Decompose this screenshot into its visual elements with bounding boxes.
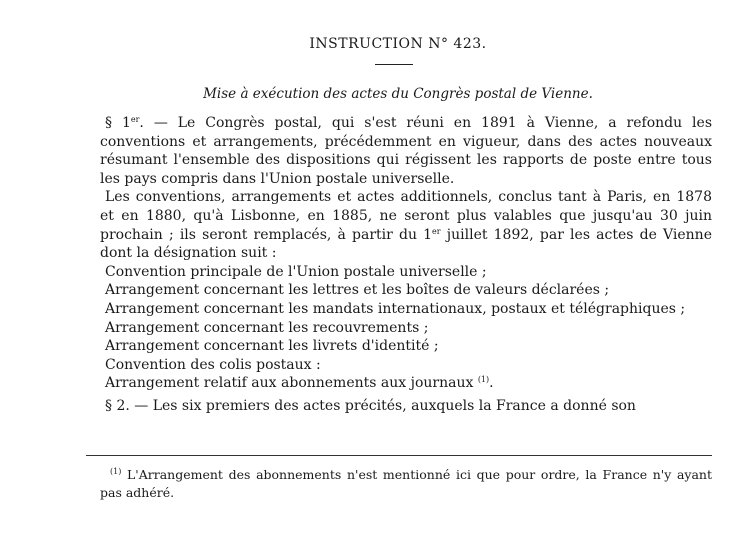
paragraph-2	[100, 188, 712, 262]
footnote-text: L'Arrangement des abonnements n'est mentionné ici que pour ordre, la France n'y ayant pas adhéré.	[100, 467, 712, 500]
list-item-last-end: .	[489, 375, 494, 392]
list-item: Convention principale de l'Union postale universelle ;	[105, 263, 487, 280]
document-subtitle: Mise à exécution des actes du Congrès postal de Vienne.	[203, 86, 593, 102]
paragraph-2-end: juillet 1892, par les actes de Vienne dont la désignation suit :	[100, 226, 712, 262]
paragraph-2-sup: er	[432, 226, 441, 236]
list-item: Arrangement concernant les mandats internationaux, postaux et télégraphiques ;	[105, 300, 686, 317]
footnote-text-block	[100, 466, 712, 502]
list-item-last	[100, 374, 712, 393]
paragraph-section-2: § 2. — Les six premiers des actes précités, auxquels la France a donné son	[105, 397, 636, 414]
footnote-marker: (1)	[110, 467, 122, 476]
paragraph-section-1	[100, 114, 712, 188]
section-1-text: . — Le Congrès postal, qui s'est réuni en 1891 à Vienne, a refondu les conventions et arrangements, précédemment en vigueur, dans des actes nouveaux résumant l'ensemble des dispositions qui régissent les rapports de poste entre tous les pays compris dans l'Union postale universelle.	[100, 115, 713, 187]
instruction-title: INSTRUCTION N° 423.	[309, 36, 487, 52]
footnote-reference: (1)	[477, 375, 490, 385]
paragraph-2-start: Les conventions, arrangements et actes additionnels, conclus tant à Paris, en 1878 et en 1880, qu'à Lisbonne, en 1885, ne seront plus valables que jusqu'au 30 juin prochain ; ils seront remplacés, à partir du 1	[100, 189, 712, 243]
title-rule	[375, 64, 413, 65]
document-body	[100, 114, 712, 416]
section-1-marker-sup: er	[130, 115, 140, 124]
footnote	[100, 466, 712, 502]
section-1-marker: § 1	[105, 115, 131, 131]
list-item: Convention des colis postaux :	[105, 356, 321, 373]
list-item-last-text: Arrangement relatif aux abonnements aux journaux	[105, 375, 478, 392]
list-item: Arrangement concernant les livrets d'identité ;	[105, 338, 439, 355]
list-item: Arrangement concernant les lettres et les boîtes de valeurs déclarées ;	[105, 282, 610, 299]
footnote-rule	[86, 455, 712, 456]
list-item: Arrangement concernant les recouvrements ;	[105, 319, 429, 336]
